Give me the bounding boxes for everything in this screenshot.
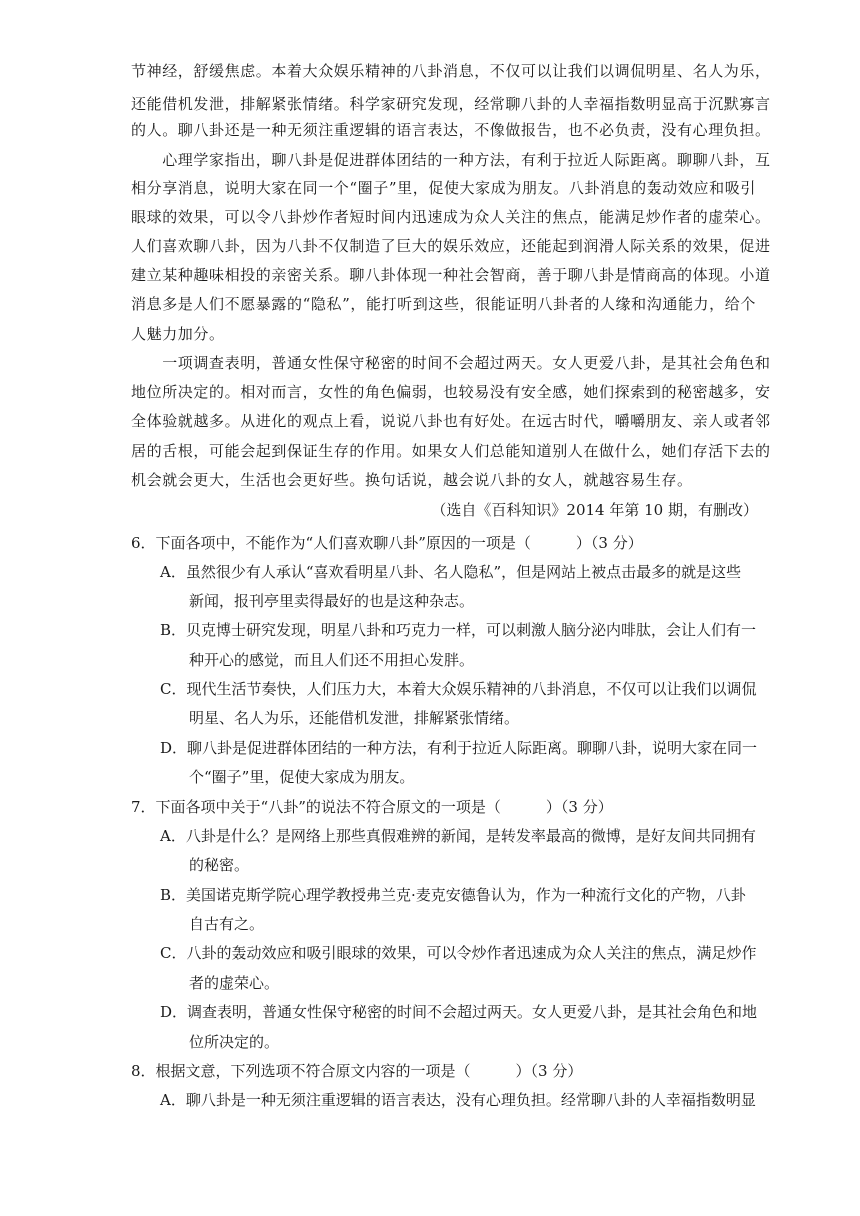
option-a-continuation: 的秘密。 xyxy=(189,856,250,874)
passage-line: 人们喜欢聊八卦，因为八卦不仅制造了巨大的娱乐效应，还能起到润滑人际关系的效果，促进 xyxy=(131,237,771,255)
option-b-continuation: 种开心的感觉，而且人们还不用担心发胖。 xyxy=(189,651,475,669)
passage-line: 一项调查表明，普通女性保守秘密的时间不会超过两天。女人更爱八卦，是其社会角色和 xyxy=(131,354,771,372)
passage-line: 人魅力加分。 xyxy=(131,325,225,343)
passage-line: 的人。聊八卦还是一种无须注重逻辑的语言表达，不像做报告，也不必负责，没有心理负担。 xyxy=(131,121,771,139)
option-b: B．贝克博士研究发现，明星八卦和巧克力一样，可以刺激人脑分泌内啡肽，会让人们有一 xyxy=(160,621,757,639)
option-c: C．现代生活节奏快，人们压力大，本着大众娱乐精神的八卦消息，不仅可以让我们以调侃 xyxy=(160,680,757,698)
option-c: C．八卦的轰动效应和吸引眼球的效果，可以令炒作者迅速成为众人关注的焦点，满足炒作 xyxy=(160,944,757,962)
passage-line: 还能借机发泄，排解紧张情绪。科学家研究发现，经常聊八卦的人幸福指数明显高于沉默寡言 xyxy=(131,95,771,113)
option-c-continuation: 者的虚荣心。 xyxy=(189,974,280,992)
passage-line: 建立某种趣味相投的亲密关系。聊八卦体现一种社会智商，善于聊八卦是情商高的体现。小道 xyxy=(131,266,771,284)
question-stem: 6．下面各项中，不能作为“人们喜欢聊八卦”原因的一项是（ ）（3 分） xyxy=(131,534,643,552)
passage-line: 居的舌根，可能会起到保证生存的作用。如果女人们总能知道别人在做什么，她们存活下去的 xyxy=(131,442,771,460)
option-d-continuation: 个“圈子”里，促使大家成为朋友。 xyxy=(189,768,415,786)
passage-line: 地位所决定的。相对而言，女性的角色偏弱，也较易没有安全感，她们探索到的秘密越多，安 xyxy=(131,383,771,401)
passage-line: 全体验就越多。从进化的观点上看，说说八卦也有好处。在远古时代，嚼嚼朋友、亲人或者邻 xyxy=(131,412,771,430)
option-b-continuation: 自古有之。 xyxy=(189,915,265,933)
option-d: D．聊八卦是促进群体团结的一种方法，有利于拉近人际距离。聊聊八卦，说明大家在同一 xyxy=(160,739,758,757)
option-a: A．聊八卦是一种无须注重逻辑的语言表达，没有心理负担。经常聊八卦的人幸福指数明显 xyxy=(160,1091,756,1109)
option-d-continuation: 位所决定的。 xyxy=(189,1033,280,1051)
option-a-continuation: 新闻，报刊亭里卖得最好的也是这种杂志。 xyxy=(189,592,475,610)
question-stem: 8．根据文意，下列选项不符合原文内容的一项是（ ）（3 分） xyxy=(131,1062,583,1080)
passage-line: 节神经，舒缓焦虑。本着大众娱乐精神的八卦消息，不仅可以让我们以调侃明星、名人为乐， xyxy=(131,62,771,80)
passage-line: 机会就会更大，生活也会更好些。换句话说，越会说八卦的女人，就越容易生存。 xyxy=(131,471,693,489)
passage-line: 相分享消息，说明大家在同一个“圈子”里，促使大家成为朋友。八卦消息的轰动效应和吸引 xyxy=(131,179,756,197)
passage-line: 眼球的效果，可以令八卦炒作者短时间内迅速成为众人关注的焦点，能满足炒作者的虚荣心。 xyxy=(131,208,771,226)
option-a: A．八卦是什么？是网络上那些真假难辨的新闻，是转发率最高的微博，是好友间共同拥有 xyxy=(160,827,756,845)
option-a: A．虽然很少有人承认“喜欢看明星八卦、名人隐私”，但是网站上被点击最多的就是这些 xyxy=(160,563,742,581)
option-c-continuation: 明星、名人为乐，还能借机发泄，排解紧张情绪。 xyxy=(189,709,520,727)
option-b: B．美国诺克斯学院心理学教授弗兰克·麦克安德鲁认为，作为一种流行文化的产物，八卦 xyxy=(160,886,746,904)
option-d: D．调查表明，普通女性保守秘密的时间不会超过两天。女人更爱八卦，是其社会角色和地 xyxy=(160,1003,758,1021)
passage-source: （选自《百科知识》2014 年第 10 期，有删改） xyxy=(431,501,758,519)
question-stem: 7．下面各项中关于“八卦”的说法不符合原文的一项是（ ）（3 分） xyxy=(131,798,613,816)
passage-line: 消息多是人们不愿暴露的“隐私”，能打听到这些，很能证明八卦者的人缘和沟通能力，给个 xyxy=(131,295,756,313)
passage-line: 心理学家指出，聊八卦是促进群体团结的一种方法，有利于拉近人际距离。聊聊八卦，互 xyxy=(131,151,771,169)
